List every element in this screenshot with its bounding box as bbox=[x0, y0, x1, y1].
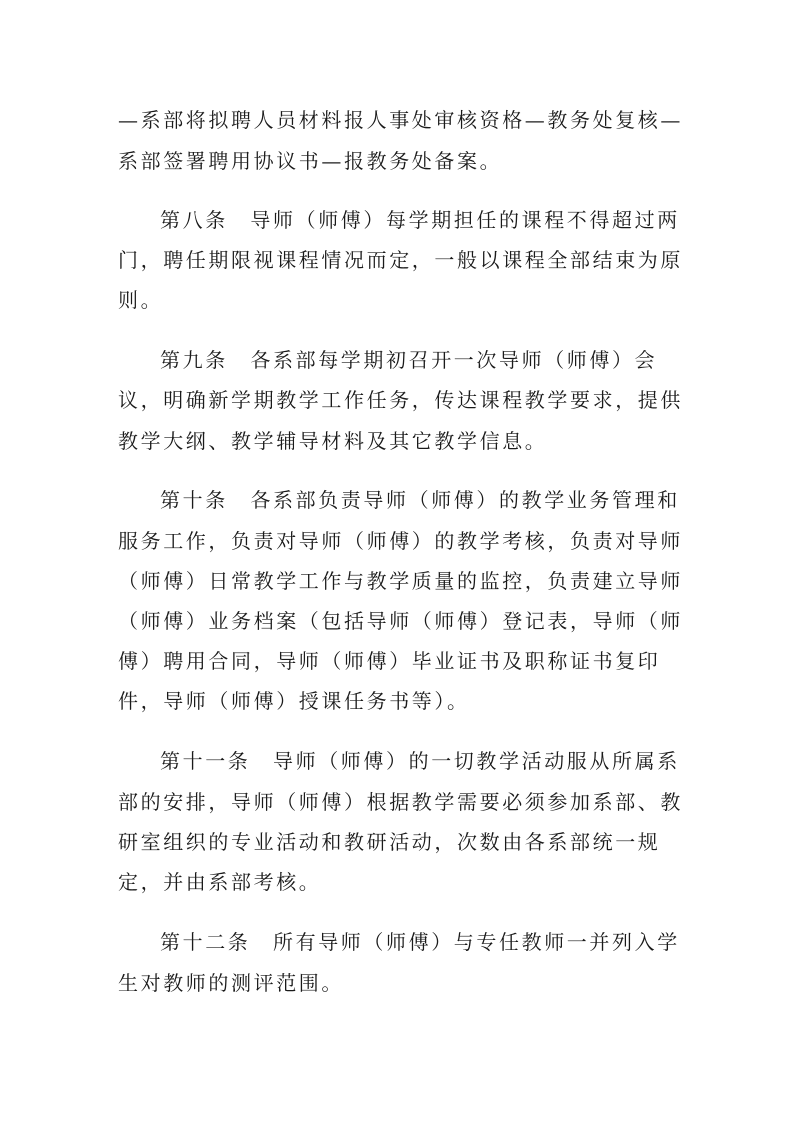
article-11-line-1: 第十一条 导师（师傅）的一切教学活动服从所属系 bbox=[160, 749, 680, 773]
article-10-line-2: 服务工作，负责对导师（师傅）的教学考核，负责对导师 bbox=[118, 529, 683, 553]
article-10-line-5: 傅）聘用合同，导师（师傅）毕业证书及职称证书复印 bbox=[118, 649, 661, 673]
article-8-line-3: 则。 bbox=[118, 288, 164, 312]
paragraph-1-line-2: 系部签署聘用协议书—报教务处备案。 bbox=[118, 149, 503, 173]
article-10-line-1: 第十条 各系部负责导师（师傅）的教学业务管理和 bbox=[160, 488, 680, 512]
article-9-line-3: 教学大纲、教学辅导材料及其它教学信息。 bbox=[118, 429, 548, 453]
article-8-line-1: 第八条 导师（师傅）每学期担任的课程不得超过两 bbox=[160, 208, 680, 232]
article-10-line-6: 件，导师（师傅）授课任务书等）。 bbox=[118, 689, 470, 713]
article-12-line-1: 第十二条 所有导师（师傅）与专任教师一并列入学 bbox=[160, 930, 680, 954]
article-9-line-1: 第九条 各系部每学期初召开一次导师（师傅）会 bbox=[160, 348, 658, 372]
article-10-line-4: （师傅）业务档案（包括导师（师傅）登记表，导师（师 bbox=[118, 609, 683, 633]
article-8-line-2: 门，聘任期限视课程情况而定，一般以课程全部结束为原 bbox=[118, 248, 683, 272]
article-11-line-2: 部的安排，导师（师傅）根据教学需要必须参加系部、教 bbox=[118, 790, 683, 814]
paragraph-1-line-1: —系部将拟聘人员材料报人事处审核资格—教务处复核— bbox=[118, 108, 683, 132]
article-10-line-3: （师傅）日常教学工作与教学质量的监控，负责建立导师 bbox=[118, 569, 683, 593]
article-11-line-4: 定，并由系部考核。 bbox=[118, 870, 322, 894]
article-9-line-2: 议，明确新学期教学工作任务，传达课程教学要求，提供 bbox=[118, 388, 683, 412]
article-11-line-3: 研室组织的专业活动和教研活动，次数由各系部统一规 bbox=[118, 830, 661, 854]
article-12-line-2: 生对教师的测评范围。 bbox=[118, 971, 344, 995]
